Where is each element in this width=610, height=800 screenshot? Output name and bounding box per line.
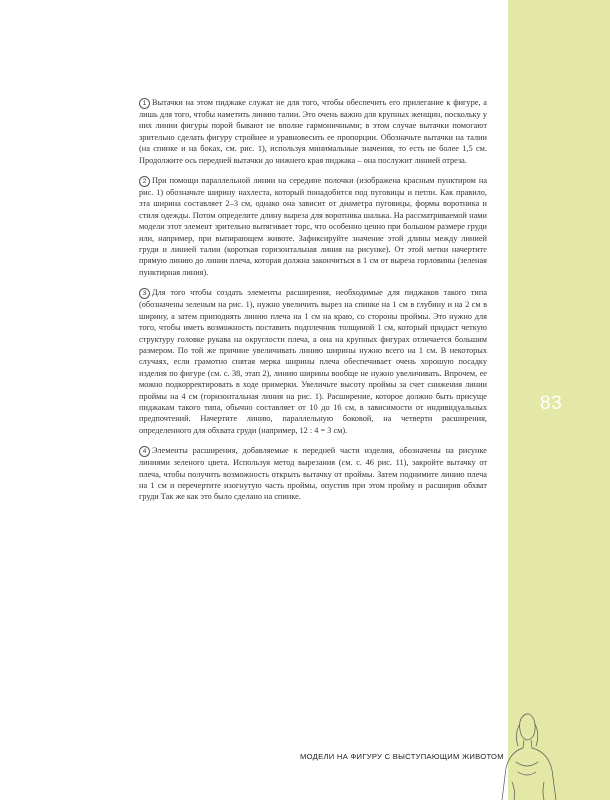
step-number-3: 3 (139, 288, 150, 299)
footer-title: МОДЕЛИ НА ФИГУРУ С ВЫСТУПАЮЩИМ ЖИВОТОМ (300, 752, 504, 761)
paragraph-2-text: При помощи параллельной линии на середине полочки (изображена красным пунктиром на рис. 1) обозначьте ширину нахлеста, который понадобится под пуговицы и петли. Как правило, эта ширина составляет 2–3 см, однако она зависит от диаметра пуговицы, формы воротника и стиля одежды. Потом определите длину выреза для воротника шалька. На рассматриваемой нами модели этот элемент зрительно вытягивает торс, что особенно ценно при большом размере груди или, например, при выпирающем животе. Зафиксируйте значение этой длины между линией груди и линией талии (короткая горизонтальная линия на рисунке). От этой метки начертите прямую линию до линии плеча, которая должна закончиться в 1 см от выреза горловины (зеленая пунктирная линия). (139, 176, 487, 277)
step-number-2: 2 (139, 176, 150, 187)
female-figure-sketch (496, 712, 566, 800)
paragraph-3 (139, 287, 487, 436)
step-number-1: 1 (139, 98, 150, 109)
paragraph-1-text: Вытачки на этом пиджаке служат не для того, чтобы обеспечить его прилегание к фигуре, а лишь для того, чтобы наметить линию талии. Это очень важно для крупных женщин, поскольку у них линии фигуры порой бывают не вполне гармоничными; в этом случае вытачки помогают зрительно сделать фигуру стройнее и уравновесить ее пропорции. Обозначьте вытачки на талии (на спинке и на боках, см. рис. 1), используя минимальные значения, то есть не более 1,5 см. Продолжите ось передней вытачки до нижнего края пиджака – она послужит линией отреза. (139, 98, 487, 165)
side-band-curve (496, 0, 526, 800)
paragraph-4-text: Элементы расширения, добавляемые к передней части изделия, обозначены на рисунке линиями зеленого цвета. Используя метод вырезания (см. с. 46 рис. 11), закройте вытачку от плеча, чтобы получить возможность открыть вытачку от проймы. Затем поднимите линию плеча на 1 см и перечертите изогнутую часть проймы, опустив при этом пройму и расширив обхват груди Так же как это было сделано на спинке. (139, 446, 487, 502)
step-number-4: 4 (139, 446, 150, 457)
paragraph-3-text: Для того чтобы создать элементы расширения, необходимые для пиджаков такого типа (обозначены зеленым на рис. 1), нужно увеличить вырез на спинке на 1 см в глубину и на 2 см в ширину, а затем приподнять линию плеча на 1 см на краю, со стороны проймы. Это нужно для того, чтобы иметь возможность поставить подплечник толщиной 1 см, который придаст четкую структуру головке рукава на округлости плеча, а она на крупных фигурах отличается большим размером. По той же причине увеличивать линию ширины нужно всего на 1 см. В некоторых случаях, если грамотно снятая мерка ширины плеча обеспечивает очень хорошую посадку изделия по фигуре (см. с. 38, этап 2), линию ширины вообще не нужно увеличивать. Впрочем, ее можно подкорректировать в ходе примерки. Увеличьте высоту проймы за счет снижения линии проймы на 4 см (горизонтальная линия на рис. 1). Расширение, которое должно быть присуще пиджакам такого типа, обычно составляет от 10 до 16 см, в зависимости от индивидуальных предпочтений. Начертите линию, параллельную боковой, на четверти расширения, определенного для обхвата груди (например, 12 : 4 = 3 см). (139, 288, 487, 435)
body-text (139, 97, 487, 512)
paragraph-1 (139, 97, 487, 166)
paragraph-2 (139, 175, 487, 278)
paragraph-4 (139, 445, 487, 503)
page-number: 83 (540, 393, 563, 414)
